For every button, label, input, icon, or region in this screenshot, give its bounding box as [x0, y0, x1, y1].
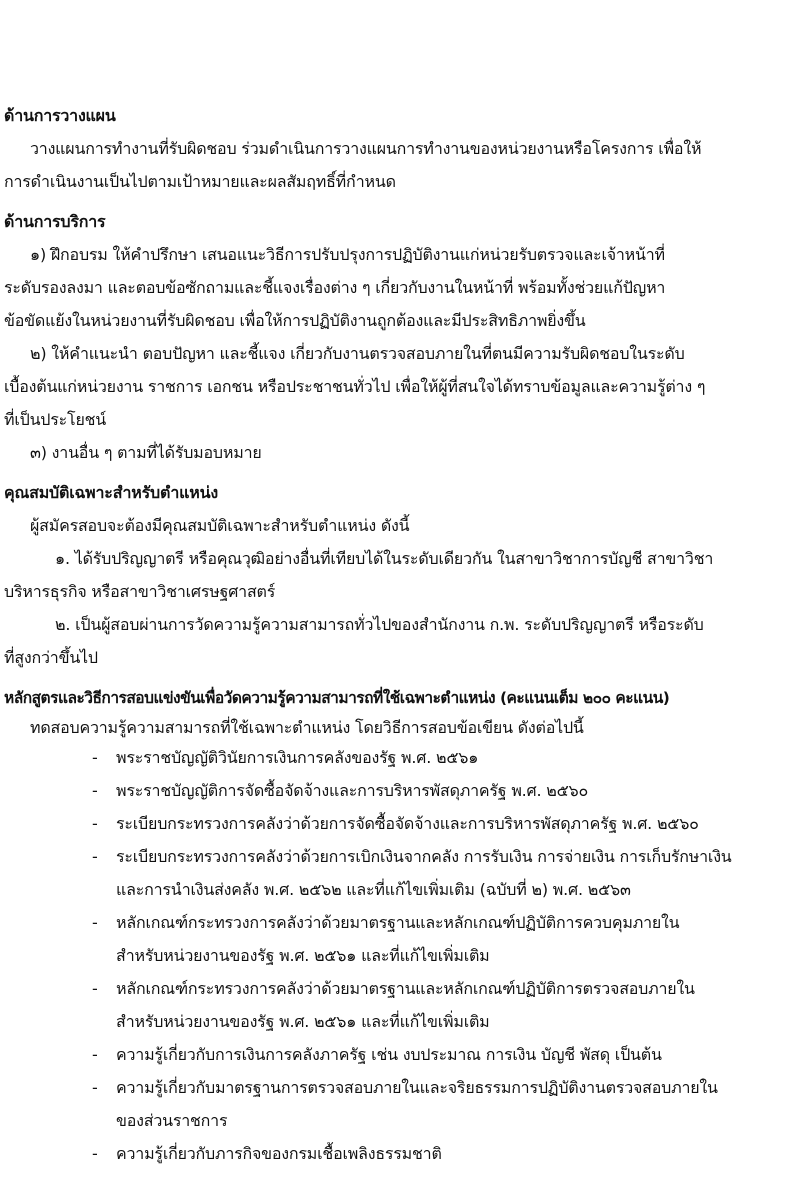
qualifications-line-1: ผู้สมัครสอบจะต้องมีคุณสมบัติเฉพาะสำหรับตำแหน่ง ดังนี้ — [30, 516, 410, 535]
planning-line-2: การดำเนินงานเป็นไปตามเป้าหมายและผลสัมฤทธิ์ที่กำหนด — [4, 172, 396, 191]
curriculum-intro: ทดสอบความรู้ความสามารถที่ใช้เฉพาะตำแหน่ง โดยวิธีการสอบข้อเขียน ดังต่อไปนี้ — [30, 718, 584, 737]
service-line-2: ระดับรองลงมา และตอบข้อซักถามและชี้แจงเรื่องต่าง ๆ เกี่ยวกับงานในหน้าที่ พร้อมทั้งช่วยแก้ปัญหา — [4, 278, 666, 297]
list-bullet: - — [92, 814, 98, 833]
service-line-4: ๒) ให้คำแนะนำ ตอบปัญหา และชี้แจง เกี่ยวกับงานตรวจสอบภายในที่ตนมีความรับผิดชอบในระดับ — [30, 344, 685, 363]
curriculum-item-6b: สำหรับหน่วยงานของรัฐ พ.ศ. ๒๕๖๑ และที่แก้ไขเพิ่มเติม — [116, 1012, 490, 1031]
list-bullet: - — [92, 748, 98, 767]
list-bullet: - — [92, 1078, 98, 1097]
curriculum-item-8b: ของส่วนราชการ — [116, 1111, 228, 1130]
curriculum-item-6a: หลักเกณฑ์กระทรวงการคลังว่าด้วยมาตรฐานและหลักเกณฑ์ปฏิบัติการตรวจสอบภายใน — [116, 979, 695, 998]
service-line-6: ที่เป็นประโยชน์ — [4, 410, 107, 429]
list-bullet: - — [92, 913, 98, 932]
list-bullet: - — [92, 847, 98, 866]
section-heading-service: ด้านการบริการ — [4, 212, 106, 231]
curriculum-item-8a: ความรู้เกี่ยวกับมาตรฐานการตรวจสอบภายในและจริยธรรมการปฏิบัติงานตรวจสอบภายใน — [116, 1078, 718, 1097]
curriculum-item-4b: และการนำเงินส่งคลัง พ.ศ. ๒๕๖๒ และที่แก้ไขเพิ่มเติม (ฉบับที่ ๒) พ.ศ. ๒๕๖๓ — [116, 880, 631, 899]
curriculum-item-9: ความรู้เกี่ยวกับภารกิจของกรมเชื้อเพลิงธรรมชาติ — [116, 1144, 442, 1163]
list-bullet: - — [92, 1144, 98, 1163]
planning-line-1: วางแผนการทำงานที่รับผิดชอบ ร่วมดำเนินการวางแผนการทำงานของหน่วยงานหรือโครงการ เพื่อให้ — [30, 139, 702, 158]
list-bullet: - — [92, 1045, 98, 1064]
service-line-3: ข้อขัดแย้งในหน่วยงานที่รับผิดชอบ เพื่อให้การปฏิบัติงานถูกต้องและมีประสิทธิภาพยิ่งขึ้น — [4, 311, 586, 330]
qualifications-line-3: บริหารธุรกิจ หรือสาขาวิชาเศรษฐศาสตร์ — [4, 582, 276, 601]
curriculum-item-3: ระเบียบกระทรวงการคลังว่าด้วยการจัดซื้อจัดจ้างและการบริหารพัสดุภาครัฐ พ.ศ. ๒๕๖๐ — [116, 814, 699, 833]
section-heading-curriculum: หลักสูตรและวิธีการสอบแข่งขันเพื่อวัดความรู้ความสามารถที่ใช้เฉพาะตำแหน่ง (คะแนนเต็ม ๒๐๐ คะแนน) — [4, 689, 670, 707]
section-heading-planning: ด้านการวางแผน — [4, 106, 116, 125]
qualifications-line-4: ๒. เป็นผู้สอบผ่านการวัดความรู้ความสามารถทั่วไปของสำนักงาน ก.พ. ระดับปริญญาตรี หรือระดับ — [55, 615, 704, 634]
curriculum-item-4a: ระเบียบกระทรวงการคลังว่าด้วยการเบิกเงินจากคลัง การรับเงิน การจ่ายเงิน การเก็บรักษาเงิน — [116, 847, 732, 866]
service-line-1: ๑) ฝึกอบรม ให้คำปรึกษา เสนอแนะวิธีการปรับปรุงการปฏิบัติงานแก่หน่วยรับตรวจและเจ้าหน้าที่ — [30, 245, 665, 264]
curriculum-item-2: พระราชบัญญัติการจัดซื้อจัดจ้างและการบริหารพัสดุภาครัฐ พ.ศ. ๒๕๖๐ — [116, 781, 589, 800]
curriculum-item-5a: หลักเกณฑ์กระทรวงการคลังว่าด้วยมาตรฐานและหลักเกณฑ์ปฏิบัติการควบคุมภายใน — [116, 913, 680, 932]
list-bullet: - — [92, 979, 98, 998]
list-bullet: - — [92, 781, 98, 800]
curriculum-item-5b: สำหรับหน่วยงานของรัฐ พ.ศ. ๒๕๖๑ และที่แก้ไขเพิ่มเติม — [116, 946, 490, 965]
qualifications-line-5: ที่สูงกว่าขึ้นไป — [4, 648, 98, 667]
service-line-7: ๓) งานอื่น ๆ ตามที่ได้รับมอบหมาย — [30, 443, 262, 462]
curriculum-item-1: พระราชบัญญัติวินัยการเงินการคลังของรัฐ พ.ศ. ๒๕๖๑ — [116, 748, 479, 767]
qualifications-line-2: ๑. ได้รับปริญญาตรี หรือคุณวุฒิอย่างอื่นที่เทียบได้ในระดับเดียวกัน ในสาขาวิชาการบัญชี สาขาวิชา — [55, 549, 714, 568]
section-heading-qualifications: คุณสมบัติเฉพาะสำหรับตำแหน่ง — [4, 483, 218, 502]
service-line-5: เบื้องต้นแก่หน่วยงาน ราชการ เอกชน หรือประชาชนทั่วไป เพื่อให้ผู้ที่สนใจได้ทราบข้อมูลและความรู้ต่าง ๆ — [4, 377, 706, 396]
curriculum-item-7: ความรู้เกี่ยวกับการเงินการคลังภาครัฐ เช่น งบประมาณ การเงิน บัญชี พัสดุ เป็นต้น — [116, 1045, 662, 1064]
